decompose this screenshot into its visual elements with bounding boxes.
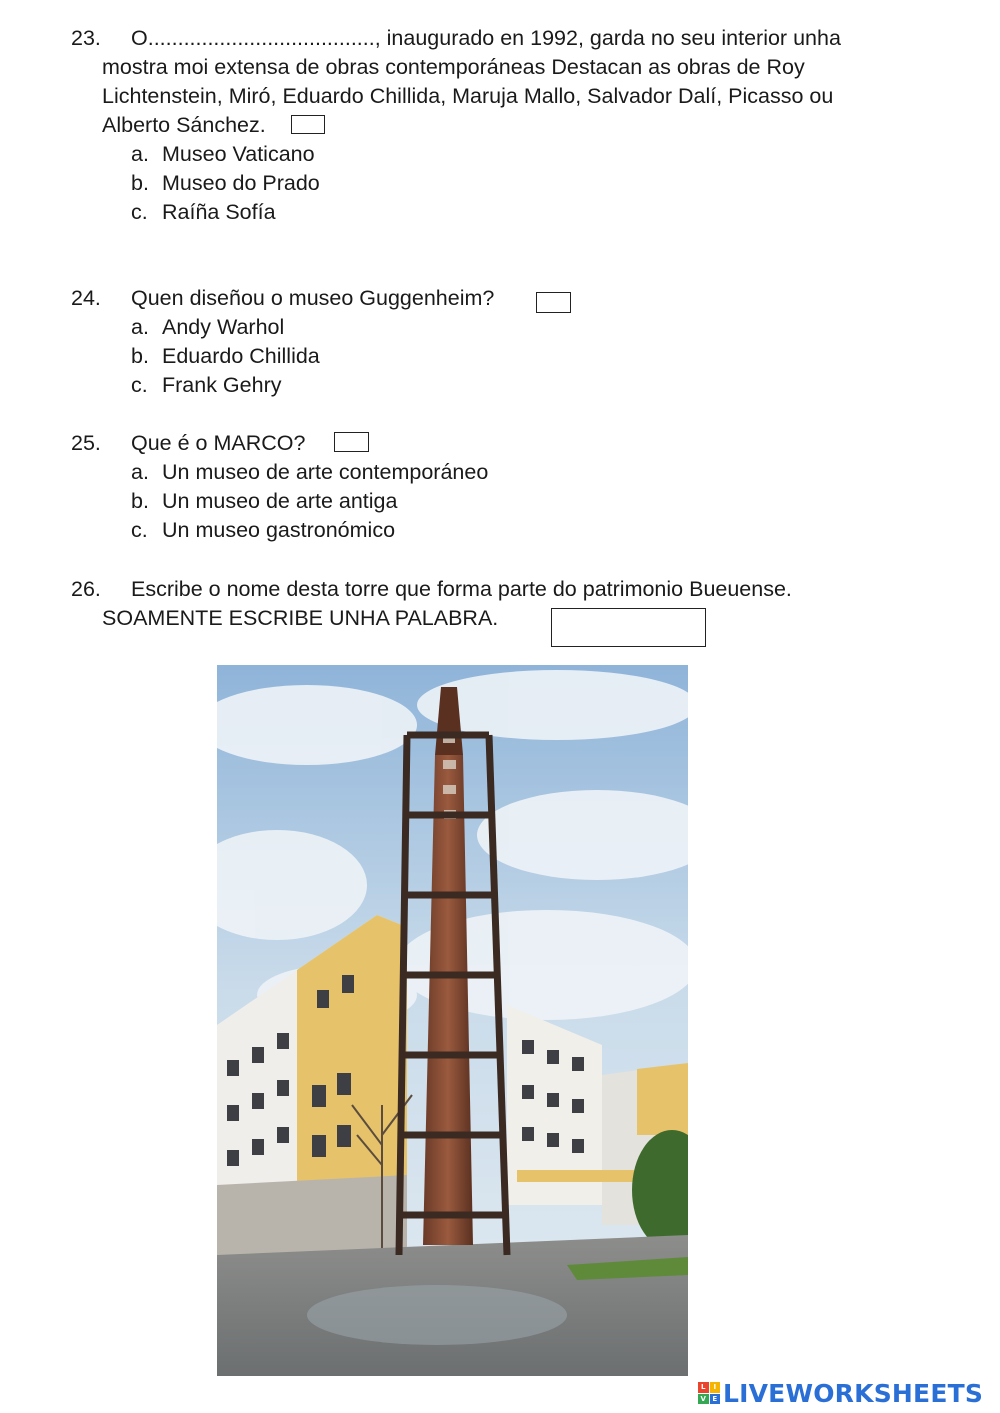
- puddle: [307, 1285, 567, 1345]
- option-letter: a.: [131, 315, 149, 339]
- option-text: Un museo gastronómico: [162, 518, 396, 542]
- option-letter: c.: [131, 518, 148, 542]
- brand-name: LIVEWORKSHEETS: [723, 1378, 984, 1408]
- option-text: Museo Vaticano: [162, 142, 315, 166]
- option-text: Museo do Prado: [162, 171, 320, 195]
- question-text-line: Quen diseñou o museo Guggenheim?: [131, 286, 495, 310]
- option-letter: c.: [131, 200, 148, 224]
- logo-letter: I: [710, 1382, 721, 1393]
- question-number: 24.: [71, 286, 101, 310]
- question-number: 23.: [71, 26, 101, 50]
- option-text: Frank Gehry: [162, 373, 282, 397]
- tower-photo: [217, 665, 688, 1376]
- liveworksheets-brand: [698, 1378, 983, 1408]
- logo-letter: V: [698, 1394, 709, 1405]
- logo-letter: E: [710, 1394, 721, 1405]
- question-number: 26.: [71, 577, 101, 601]
- question-number: 25.: [71, 431, 101, 455]
- answer-input-24[interactable]: [536, 292, 571, 313]
- logo-letter: L: [698, 1382, 709, 1393]
- option-letter: a.: [131, 460, 149, 484]
- option-letter: b.: [131, 344, 149, 368]
- option-text: Un museo de arte antiga: [162, 489, 398, 513]
- option-text: Eduardo Chillida: [162, 344, 320, 368]
- question-text-line: Alberto Sánchez.: [102, 113, 266, 137]
- option-letter: a.: [131, 142, 149, 166]
- option-letter: b.: [131, 489, 149, 513]
- question-text-line: Lichtenstein, Miró, Eduardo Chillida, Maruja Mallo, Salvador Dalí, Picasso ou: [102, 84, 834, 108]
- answer-input-26[interactable]: [551, 608, 706, 647]
- option-letter: b.: [131, 171, 149, 195]
- question-text-line: mostra moi extensa de obras contemporáneas Destacan as obras de Roy: [102, 55, 805, 79]
- question-text-line: O......................................, inaugurado en 1992, garda no seu interior unha: [131, 26, 841, 50]
- answer-input-23[interactable]: [291, 115, 325, 134]
- question-text-line: SOAMENTE ESCRIBE UNHA PALABRA.: [102, 606, 499, 630]
- option-text: Un museo de arte contemporáneo: [162, 460, 489, 484]
- option-text: Andy Warhol: [162, 315, 285, 339]
- option-text: Raíña Sofía: [162, 200, 276, 224]
- question-text-line: Que é o MARCO?: [131, 431, 306, 455]
- answer-input-25[interactable]: [334, 432, 369, 452]
- liveworksheets-logo-icon: [698, 1382, 720, 1404]
- option-letter: c.: [131, 373, 148, 397]
- question-text-line: Escribe o nome desta torre que forma parte do patrimonio Bueuense.: [131, 577, 792, 601]
